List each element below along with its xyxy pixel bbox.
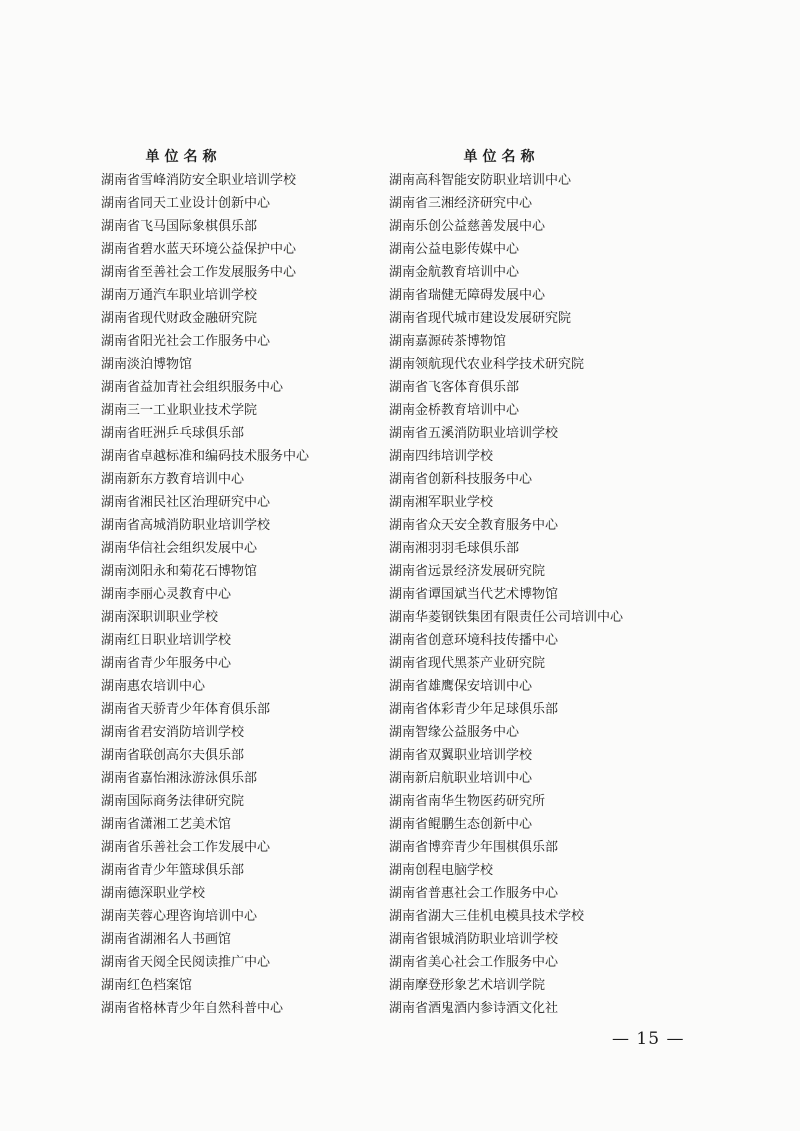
list-item: 湖南领航现代农业科学技术研究院 — [389, 357, 585, 372]
column-header: 单位名称 — [463, 149, 540, 165]
left-column — [101, 146, 371, 1020]
list-item: 湖南省现代城市建设发展研究院 — [389, 311, 572, 326]
list-item: 湖南省雄鹰保安培训中心 — [389, 679, 533, 694]
list-item: 湖南省旺洲乒乓球俱乐部 — [101, 426, 245, 441]
list-item: 湖南三一工业职业技术学院 — [101, 403, 258, 418]
list-item: 湖南省鲲鹏生态创新中心 — [389, 817, 533, 832]
list-item: 湖南省阳光社会工作服务中心 — [101, 334, 271, 349]
list-item: 湖南新东方教育培训中心 — [101, 472, 245, 487]
list-item: 湖南省南华生物医药研究所 — [389, 794, 546, 809]
list-item: 湖南湘羽羽毛球俱乐部 — [389, 541, 520, 556]
list-item: 湖南省普惠社会工作服务中心 — [389, 886, 559, 901]
list-item: 湖南省潇湘工艺美术馆 — [101, 817, 232, 832]
list-item: 湖南省飞马国际象棋俱乐部 — [101, 219, 258, 234]
list-item: 湖南省五溪消防职业培训学校 — [389, 426, 559, 441]
list-item: 湖南智缘公益服务中心 — [389, 725, 520, 740]
list-item: 湖南省瑞健无障碍发展中心 — [389, 288, 546, 303]
list-item: 湖南省三湘经济研究中心 — [389, 196, 533, 211]
list-item: 湖南华菱钢铁集团有限责任公司培训中心 — [389, 610, 624, 625]
list-item: 湖南省银城消防职业培训学校 — [389, 932, 559, 947]
list-item: 湖南惠农培训中心 — [101, 679, 206, 694]
list-item: 湖南金航教育培训中心 — [389, 265, 520, 280]
list-item: 湖南省创意环境科技传播中心 — [389, 633, 559, 648]
list-item: 湖南省雪峰消防安全职业培训学校 — [101, 173, 297, 188]
unit-list — [389, 169, 689, 1020]
list-item: 湖南省远景经济发展研究院 — [389, 564, 546, 579]
unit-list — [101, 169, 371, 1020]
list-item: 湖南省卓越标准和编码技术服务中心 — [101, 449, 310, 464]
list-item: 湖南省格林青少年自然科普中心 — [101, 1001, 284, 1016]
list-item: 湖南省现代黑茶产业研究院 — [389, 656, 546, 671]
list-item: 湖南摩登形象艺术培训学院 — [389, 978, 546, 993]
list-item: 湖南省青少年服务中心 — [101, 656, 232, 671]
list-item: 湖南省青少年篮球俱乐部 — [101, 863, 245, 878]
list-item: 湖南淡泊博物馆 — [101, 357, 193, 372]
list-item: 湖南省酒鬼酒内参诗酒文化社 — [389, 1001, 559, 1016]
column-header: 单位名称 — [145, 149, 222, 165]
list-item: 湖南省天骄青少年体育俱乐部 — [101, 702, 271, 717]
list-item: 湖南万通汽车职业培训学校 — [101, 288, 258, 303]
list-item: 湖南红日职业培训学校 — [101, 633, 232, 648]
list-item: 湖南华信社会组织发展中心 — [101, 541, 258, 556]
list-item: 湖南省众天安全教育服务中心 — [389, 518, 559, 533]
list-item: 湖南创程电脑学校 — [389, 863, 494, 878]
list-item: 湖南国际商务法律研究院 — [101, 794, 245, 809]
list-item: 湖南省益加青社会组织服务中心 — [101, 380, 284, 395]
list-item: 湖南省君安消防培训学校 — [101, 725, 245, 740]
list-item: 湖南高科智能安防职业培训中心 — [389, 173, 572, 188]
list-item: 湖南湘军职业学校 — [389, 495, 494, 510]
list-item: 湖南省联创高尔夫俱乐部 — [101, 748, 245, 763]
list-item: 湖南新启航职业培训中心 — [389, 771, 533, 786]
list-item: 湖南省高城消防职业培训学校 — [101, 518, 271, 533]
list-item: 湖南省天阅全民阅读推广中心 — [101, 955, 271, 970]
list-item: 湖南省体彩青少年足球俱乐部 — [389, 702, 559, 717]
list-item: 湖南省乐善社会工作发展中心 — [101, 840, 271, 855]
list-item: 湖南德深职业学校 — [101, 886, 206, 901]
list-item: 湖南省现代财政金融研究院 — [101, 311, 258, 326]
page-number: — 15 — — [612, 1029, 685, 1049]
list-item: 湖南省湘民社区治理研究中心 — [101, 495, 271, 510]
list-item: 湖南四纬培训学校 — [389, 449, 494, 464]
list-item: 湖南李丽心灵教育中心 — [101, 587, 232, 602]
list-item: 湖南省双翼职业培训学校 — [389, 748, 533, 763]
list-item: 湖南省飞客体育俱乐部 — [389, 380, 520, 395]
list-item: 湖南省湖湘名人书画馆 — [101, 932, 232, 947]
list-item: 湖南浏阳永和菊花石博物馆 — [101, 564, 258, 579]
list-item: 湖南省谭国斌当代艺术博物馆 — [389, 587, 559, 602]
list-item: 湖南深职训职业学校 — [101, 610, 219, 625]
list-item: 湖南省美心社会工作服务中心 — [389, 955, 559, 970]
list-item: 湖南嘉源砖茶博物馆 — [389, 334, 507, 349]
list-item: 湖南芙蓉心理咨询培训中心 — [101, 909, 258, 924]
list-item: 湖南省至善社会工作发展服务中心 — [101, 265, 297, 280]
list-item: 湖南省同天工业设计创新中心 — [101, 196, 271, 211]
list-item: 湖南乐创公益慈善发展中心 — [389, 219, 546, 234]
list-item: 湖南省创新科技服务中心 — [389, 472, 533, 487]
list-item: 湖南省碧水蓝天环境公益保护中心 — [101, 242, 297, 257]
list-item: 湖南省博弈青少年围棋俱乐部 — [389, 840, 559, 855]
list-item: 湖南金桥教育培训中心 — [389, 403, 520, 418]
list-item: 湖南省湖大三佳机电模具技术学校 — [389, 909, 585, 924]
list-item: 湖南公益电影传媒中心 — [389, 242, 520, 257]
list-item: 湖南红色档案馆 — [101, 978, 193, 993]
list-item: 湖南省嘉怡湘泳游泳俱乐部 — [101, 771, 258, 786]
right-column — [389, 146, 689, 1020]
